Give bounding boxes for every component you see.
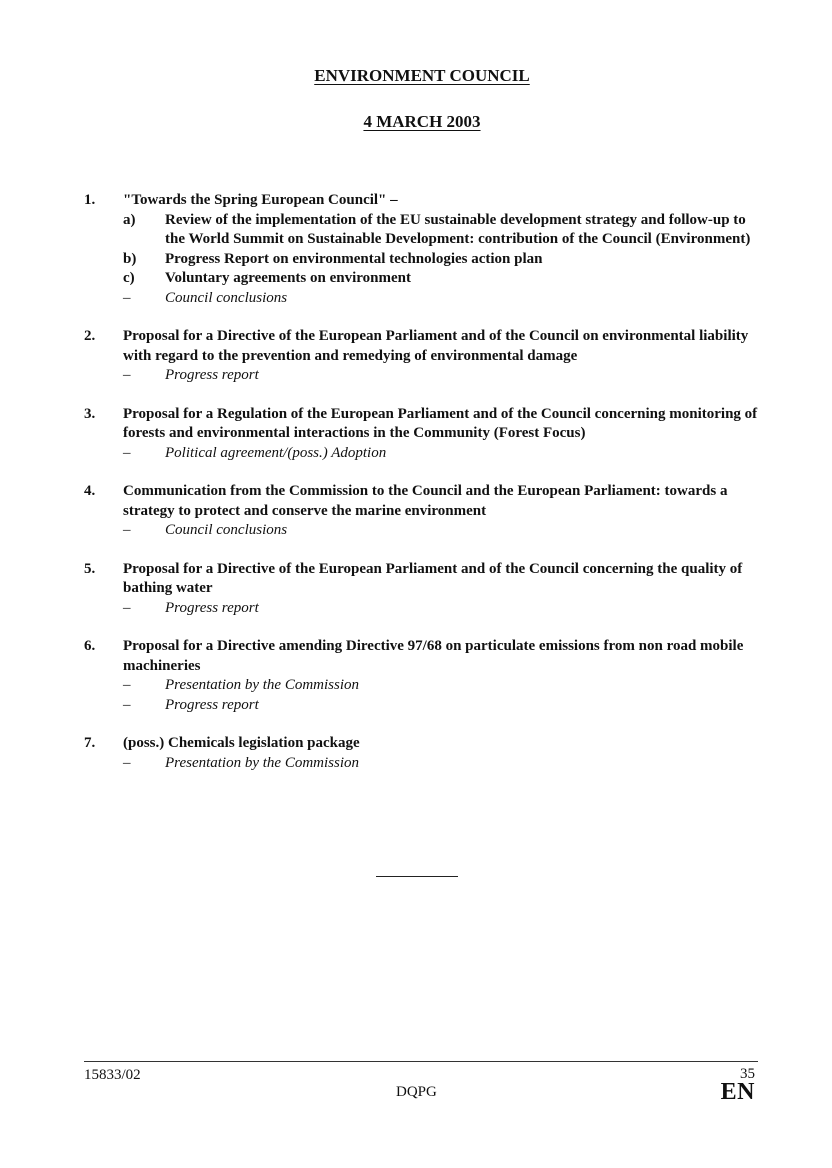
agenda-item-6 — [84, 637, 764, 715]
page-title: ENVIRONMENT COUNCIL — [314, 66, 530, 85]
item-title: (poss.) Chemicals legislation package — [123, 735, 360, 751]
sub-item-letter: a) — [123, 211, 136, 228]
note-text: Progress report — [165, 599, 259, 616]
item-title: Communication from the Commission to the Council and the European Parliament: towards a strategy to protect and conserve the marine environment — [123, 483, 728, 519]
dash-bullet: – — [123, 289, 131, 306]
sub-item-letter: b) — [123, 250, 137, 267]
note-text: Presentation by the Commission — [165, 754, 360, 771]
item-note — [123, 696, 764, 716]
note-text: Progress report — [165, 696, 259, 713]
agenda-item-7 — [84, 734, 764, 773]
dash-bullet: – — [123, 754, 131, 771]
sub-item-b — [123, 250, 764, 270]
agenda-item-2 — [84, 327, 764, 386]
item-number: 2. — [84, 328, 96, 344]
language-code: EN — [720, 1079, 755, 1105]
item-number: 3. — [84, 405, 96, 422]
sub-item-text: Voluntary agreements on environment — [165, 270, 411, 286]
item-note — [123, 676, 764, 696]
sub-item-a — [123, 211, 764, 250]
dash-bullet: – — [123, 367, 131, 383]
agenda-item-3 — [84, 405, 764, 464]
sub-item-c — [123, 269, 764, 289]
item-note — [123, 754, 764, 774]
dash-bullet: – — [123, 444, 131, 461]
item-number: 4. — [84, 483, 96, 499]
dash-bullet: – — [123, 599, 131, 616]
item-note — [123, 521, 764, 541]
sub-item-text: Review of the implementation of the EU sustainable development strategy and follow-up to the World Summit on Sustainable Development: contribution of the Council (Environment) — [165, 211, 751, 247]
dash-bullet: – — [123, 522, 131, 538]
note-text: Progress report — [165, 367, 259, 383]
item-number: 6. — [84, 638, 96, 654]
item-number: 5. — [84, 560, 96, 577]
department-code: DQPG — [396, 1084, 437, 1100]
dash-bullet: – — [123, 696, 131, 713]
item-title: Proposal for a Regulation of the European Parliament and of the Council concerning monitoring of forests and environmental interactions in the Community (Forest Focus) — [123, 405, 758, 441]
item-title: Proposal for a Directive of the European Parliament and of the Council concerning the quality of bathing water — [123, 560, 743, 596]
page-number: 35 — [740, 1066, 755, 1082]
item-number: 7. — [84, 735, 96, 751]
item-title: Proposal for a Directive of the European Parliament and of the Council on environmental liability with regard to the prevention and remedying of environmental damage — [123, 328, 749, 364]
item-note — [123, 444, 764, 464]
agenda-item-5 — [84, 560, 764, 619]
item-number: 1. — [84, 192, 96, 208]
agenda-list — [84, 191, 764, 792]
note-text: Council conclusions — [165, 289, 288, 306]
end-of-agenda-divider — [376, 876, 458, 877]
item-title: Proposal for a Directive amending Directive 97/68 on particulate emissions from non road mobile machineries — [123, 638, 744, 674]
dash-bullet: – — [123, 677, 131, 693]
document-reference: 15833/02 — [84, 1067, 141, 1083]
footer-divider — [84, 1061, 758, 1062]
note-text: Political agreement/(poss.) Adoption — [165, 444, 387, 461]
item-note — [123, 599, 764, 619]
item-title: "Towards the Spring European Council" – — [123, 192, 398, 208]
note-text: Council conclusions — [165, 522, 288, 538]
meeting-date: 4 MARCH 2003 — [363, 112, 481, 131]
agenda-item-1 — [84, 191, 764, 308]
agenda-item-4 — [84, 482, 764, 541]
item-note — [123, 366, 764, 386]
sub-item-letter: c) — [123, 270, 135, 286]
note-text: Presentation by the Commission — [165, 677, 360, 693]
item-note — [123, 289, 764, 309]
sub-item-text: Progress Report on environmental technologies action plan — [165, 250, 543, 267]
